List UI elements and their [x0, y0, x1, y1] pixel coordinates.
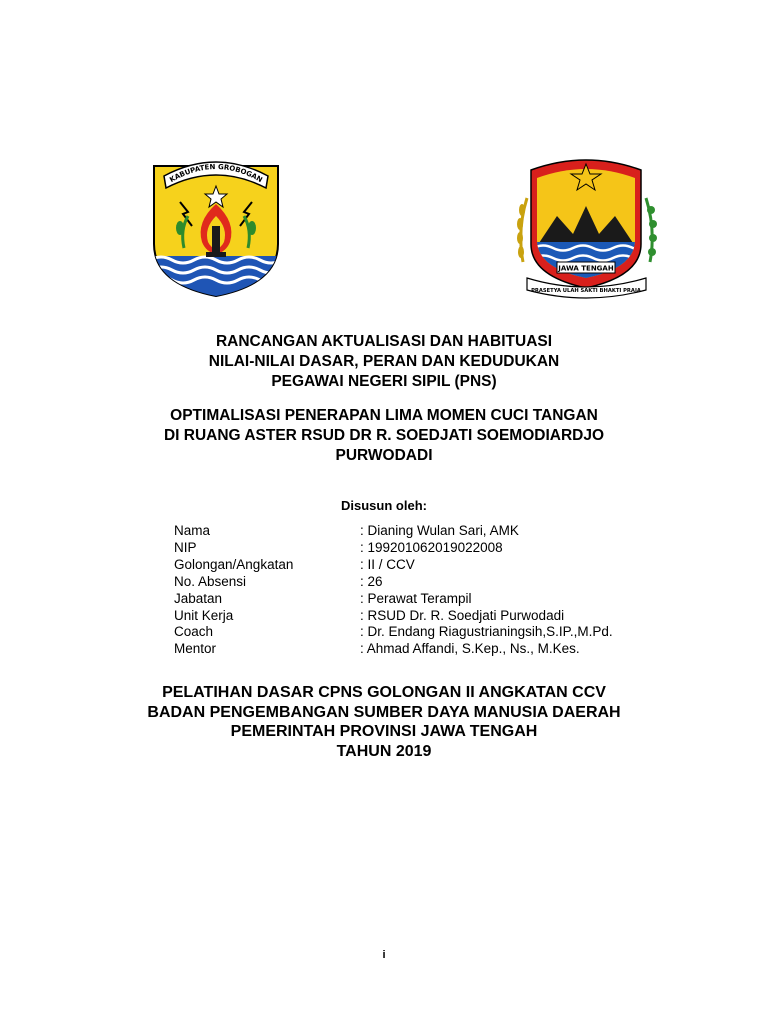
title-line: PEGAWAI NEGERI SIPIL (PNS): [271, 373, 497, 390]
identity-row: [174, 557, 694, 574]
page-number: i: [382, 949, 386, 961]
footer-line: BADAN PENGEMBANGAN SUMBER DAYA MANUSIA DAERAH: [147, 703, 621, 721]
svg-text:JAWA TENGAH: JAWA TENGAH: [558, 264, 614, 273]
subtitle-line: OPTIMALISASI PENERAPAN LIMA MOMEN CUCI TANGAN: [170, 407, 598, 424]
footer-line: PELATIHAN DASAR CPNS GOLONGAN II ANGKATAN CCV: [162, 684, 606, 701]
identity-row: [174, 574, 694, 591]
identity-value: : Dianing Wulan Sari, AMK: [360, 523, 519, 538]
identity-label: NIP: [174, 539, 197, 555]
svg-text:PRASETYA ULAH SAKTI BHAKTI PRA: PRASETYA ULAH SAKTI BHAKTI PRAJA: [531, 288, 641, 294]
identity-row: [174, 540, 694, 557]
identity-value: : Dr. Endang Riagustrianingsih,S.IP.,M.Pd.: [360, 624, 613, 640]
identity-label: Golongan/Angkatan: [174, 556, 294, 572]
central-java-province-crest-icon: [513, 150, 660, 300]
identity-value: : RSUD Dr. R. Soedjati Purwodadi: [360, 607, 565, 623]
identity-row: [174, 641, 694, 658]
grobogan-regency-crest-icon: [150, 152, 282, 298]
subtitle-line: DI RUANG ASTER RSUD DR R. SOEDJATI SOEMODIARDJO: [163, 427, 605, 444]
title-line: RANCANGAN AKTUALISASI DAN HABITUASI: [215, 333, 553, 350]
identity-row: [174, 591, 694, 608]
identity-row: [174, 523, 694, 540]
identity-value: : II / CCV: [360, 556, 415, 572]
identity-label: Mentor: [174, 641, 217, 657]
institution-footer: [0, 683, 768, 761]
identity-row: [174, 624, 694, 641]
identity-value: : Perawat Terampil: [360, 590, 472, 606]
identity-row: [174, 608, 694, 625]
svg-text:KABUPATEN GROBOGAN: KABUPATEN GROBOGAN: [168, 162, 264, 185]
compiled-by-heading: Disusun oleh:: [341, 498, 427, 513]
title-line: NILAI-NILAI DASAR, PERAN DAN KEDUDUKAN: [208, 353, 560, 370]
identity-label: No. Absensi: [174, 573, 247, 589]
identity-label: Coach: [174, 624, 214, 640]
footer-line: PEMERINTAH PROVINSI JAWA TENGAH: [230, 723, 538, 740]
identity-value: : Ahmad Affandi, S.Kep., Ns., M.Kes.: [360, 641, 580, 657]
identity-value: : 199201062019022008: [360, 539, 503, 555]
identity-label: Unit Kerja: [174, 607, 234, 623]
identity-label: Nama: [174, 523, 211, 538]
document-title: [0, 332, 768, 392]
subtitle-line: PURWODADI: [335, 447, 433, 464]
document-subtitle: [0, 406, 768, 466]
footer-line: TAHUN 2019: [336, 742, 432, 760]
author-identity-table: [174, 523, 694, 658]
identity-label: Jabatan: [174, 590, 223, 606]
identity-value: : 26: [360, 573, 383, 589]
